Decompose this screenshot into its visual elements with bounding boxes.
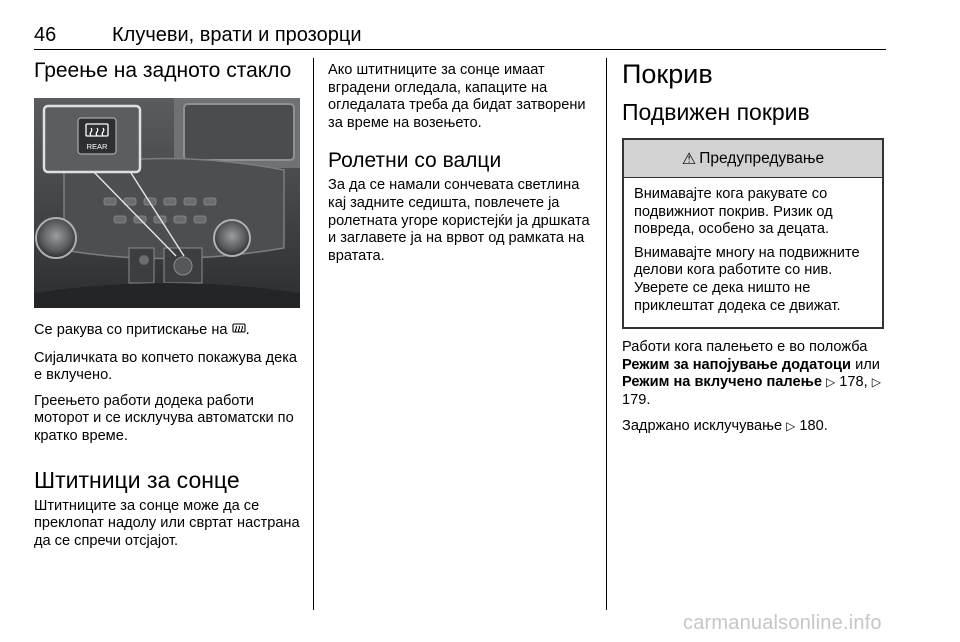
section-title-sunroof: Подвижен покрив [622,99,810,125]
paragraph-sun-visors: Штитниците за сонце може да се преклопат надолу или свртат настрана да се спречи отсјајот. [34,497,300,549]
paragraph-mirror-covers: Ако штитниците за сонце имаат вградени огледала, капаците на огледалата треба да бидат затворени за време на возењето. [328,62,586,131]
page-ref-179[interactable]: 179 [622,391,647,408]
text-retained-power-off: Задржано исклучување [622,417,783,434]
dashboard-illustration [34,98,300,308]
paragraph-operation: Работи кога палењето е во положба Режим за напојување додатоци или Режим на вклучено палење ▷ 178, ▷ 179. [622,339,881,408]
warning-header [624,140,882,178]
section-title-roof: Покрив [622,59,713,89]
dashboard-photo [34,98,300,308]
page-ref-arrow-icon: ▷ [786,418,796,433]
text-operate: Се ракува со притискање на [34,322,228,338]
paragraph-roller-blinds: За да се намали сончевата светлина кај задните седишта, повлечете ја ролетната угоре користејќи ја дршката и заглавете ја на врвот од рамката на вратата. [328,177,590,264]
running-title: Клучеви, врати и прозорци [112,24,362,46]
page-header [34,24,886,50]
mode-accessory-power: Режим за напојување додатоци [622,356,851,373]
paragraph-auto-off: Греењето работи додека работи моторот и се исклучува автоматски по кратко време. [34,392,294,444]
text-or: или [855,356,880,373]
paragraph [34,322,300,342]
column-2 [328,58,590,265]
watermark: carmanualsonline.info [683,612,882,634]
rear-defrost-icon [232,323,246,342]
column-divider [313,58,314,610]
paragraph-indicator: Сијаличката во копчето покажува дека е вклучено. [34,349,298,384]
text-period: . [245,322,250,338]
mode-ignition-on: Режим на вклучено палење [622,374,822,391]
rear-button-label: REAR [86,142,108,151]
column-divider [606,58,607,610]
page-ref-arrow-icon: ▷ [826,375,836,390]
warning-box [622,138,884,329]
warning-triangle-icon: ⚠ [681,150,697,168]
section-title-sun-visors: Штитници за сонце [34,466,240,493]
column-3 [622,58,884,435]
page-ref-178[interactable]: 178 [839,374,864,391]
warning-body [624,178,882,327]
warning-text-2: Внимавајте многу на подвижните делови кога работите со нив. Уверете се дека ништо не приклештат додека се движат. [634,244,860,314]
section-title-roller-blinds: Ролетни со валци [328,149,502,173]
warning-title: Предупредување [699,149,825,167]
page-ref-180[interactable]: 180 [799,417,824,434]
column-1 [34,58,300,550]
page-ref-arrow-icon: ▷ [871,375,881,390]
paragraph-retained-power-off: Задржано исклучување ▷ 180. [622,417,828,434]
section-title-rear-window-heating: Греење на задното стакло [34,59,292,82]
text-operation: Работи кога палењето е во положба [622,339,868,356]
warning-text-1: Внимавајте кога ракувате со подвижниот покрив. Ризик од повреда, особено за децата. [634,186,833,238]
page-number: 46 [34,24,57,46]
